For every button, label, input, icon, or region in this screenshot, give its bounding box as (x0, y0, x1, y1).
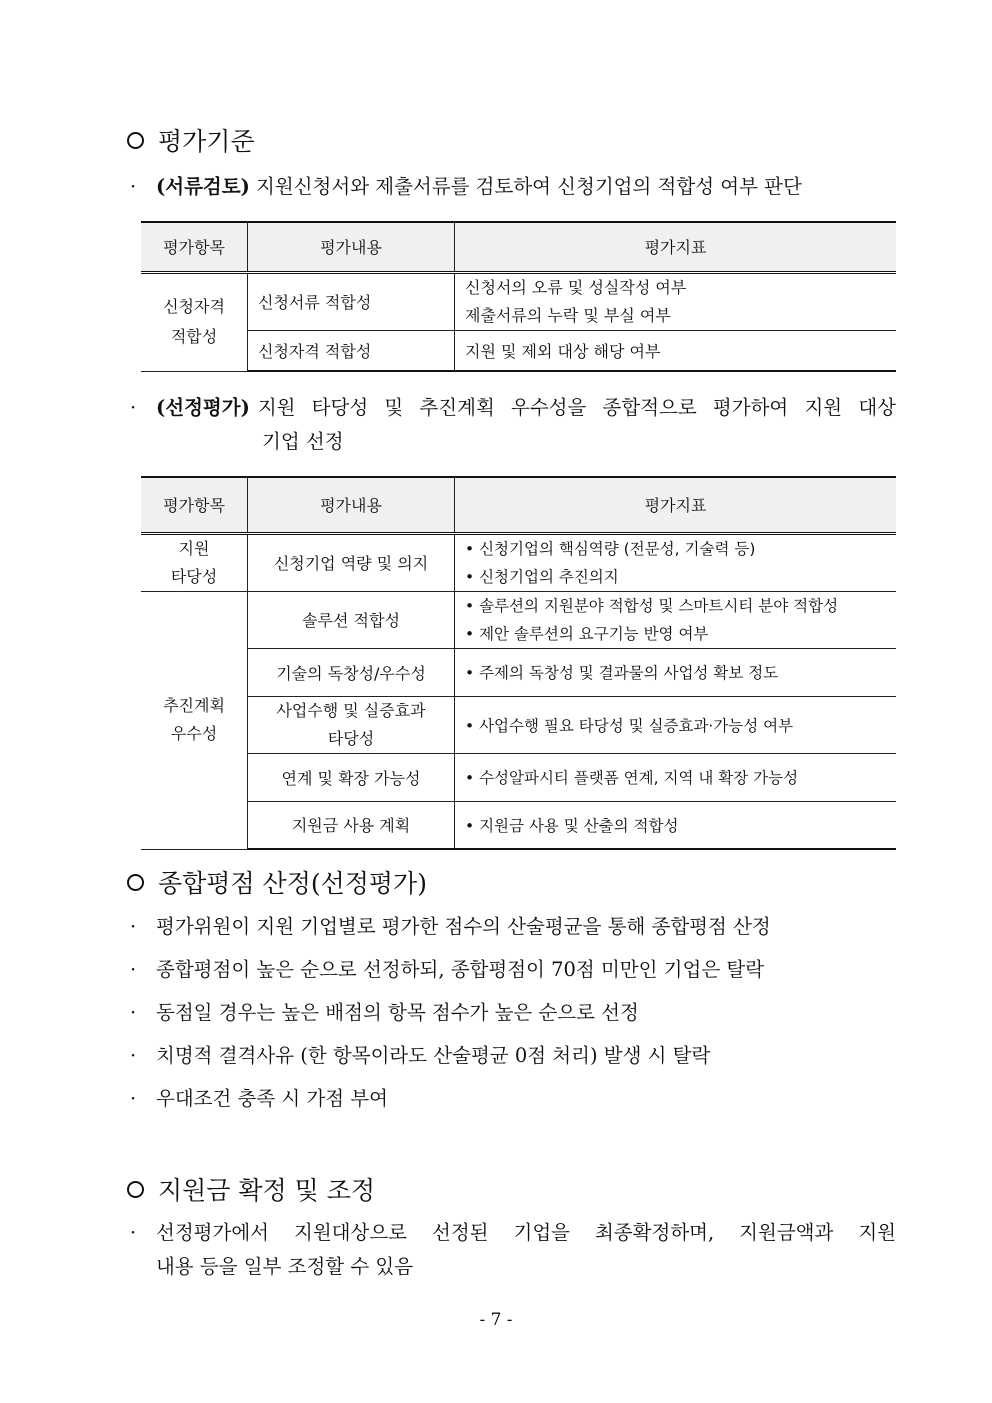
doc-review-text: 지원신청서와 제출서류를 검토하여 신청기업의 적합성 여부 판단 (256, 175, 802, 198)
section-title-evaluation-criteria (127, 122, 255, 158)
content-cell: 연계 및 확장 가능성 (248, 753, 455, 801)
indicator-cell: 지원 및 제외 대상 해당 여부 (455, 330, 897, 371)
table-header: 평가항목 (141, 222, 248, 272)
doc-review-label: (서류검토) (156, 175, 250, 198)
indicator-cell (455, 272, 897, 330)
list-item (130, 910, 900, 944)
content-line: 사업수행 및 실증효과 (276, 700, 426, 720)
circle-bullet-icon (127, 1181, 144, 1198)
item-cell (141, 272, 248, 371)
table-row (141, 533, 896, 591)
list-item-text-line1: 선정평가에서 지원대상으로 선정된 기업을 최종확정하며, 지원금액과 지원 (156, 1221, 896, 1244)
list-item-text: 우대조건 충족 시 가점 부여 (156, 1087, 389, 1110)
content-cell (248, 696, 455, 753)
table-row (141, 801, 896, 849)
table-row (141, 696, 896, 753)
selection-text-line2: 기업 선정 (262, 430, 344, 453)
bullet-dot: · (130, 915, 137, 938)
content-cell: 기술의 독창성/우수성 (248, 648, 455, 696)
table-header: 평가항목 (141, 477, 248, 533)
section-title-grant-adjustment (127, 1171, 375, 1207)
section-title-text: 지원금 확정 및 조정 (158, 1176, 376, 1205)
section-title-total-score (127, 864, 427, 900)
table-header: 평가지표 (455, 477, 897, 533)
content-cell: 솔루션 적합성 (248, 591, 455, 648)
bullet-dot: · (130, 958, 137, 981)
list-item-text: 종합평점이 높은 순으로 선정하되, 종합평점이 70점 미만인 기업은 탈락 (156, 958, 765, 981)
indicator-line: • 신청기업의 핵심역량 (전문성, 기술력 등) (465, 539, 756, 558)
list-item (130, 1082, 900, 1116)
indicator-cell: • 수성알파시티 플랫폼 연계, 지역 내 확장 가능성 (455, 753, 897, 801)
selection-text-line1: 지원 타당성 및 추진계획 우수성을 종합적으로 평가하여 지원 대상 (257, 396, 896, 419)
table-header: 평가지표 (455, 222, 897, 272)
item-text: 타당성 (170, 566, 218, 586)
content-cell: 신청서류 적합성 (248, 272, 455, 330)
table-row (141, 272, 896, 330)
doc-review-bullet (130, 170, 860, 204)
list-item-text: 평가위원이 지원 기업별로 평가한 점수의 산술평균을 통해 종합평점 산정 (156, 915, 771, 938)
item-cell (141, 533, 248, 591)
item-cell (141, 591, 248, 849)
item-text: 지원 (178, 538, 210, 558)
item-text: 우수성 (170, 724, 218, 743)
table-header: 평가내용 (248, 222, 455, 272)
indicator-line: • 솔루션의 지원분야 적합성 및 스마트시티 분야 적합성 (465, 596, 839, 615)
indicator-line: • 제안 솔루션의 요구기능 반영 여부 (465, 624, 709, 643)
bullet-dot: · (130, 1044, 137, 1067)
indicator-cell (455, 533, 897, 591)
list-item (130, 953, 900, 987)
table-header: 평가내용 (248, 477, 455, 533)
list-item (130, 1216, 896, 1284)
indicator-line: 제출서류의 누락 및 부실 여부 (465, 305, 671, 325)
indicator-line: • 신청기업의 추진의지 (465, 567, 619, 586)
selection-label: (선정평가) (156, 396, 250, 419)
table-row (141, 648, 896, 696)
bullet-dot: · (130, 1221, 137, 1244)
content-line: 타당성 (327, 728, 375, 748)
bullet-dot: · (130, 1087, 137, 1110)
table-row (141, 591, 896, 648)
indicator-cell: • 사업수행 필요 타당성 및 실증효과·가능성 여부 (455, 696, 897, 753)
content-cell: 지원금 사용 계획 (248, 801, 455, 849)
list-item-text: 치명적 결격사유 (한 항목이라도 산술평균 0점 처리) 발생 시 탈락 (156, 1044, 711, 1067)
indicator-cell: • 지원금 사용 및 산출의 적합성 (455, 801, 897, 849)
list-item (130, 1039, 900, 1073)
indicator-cell: • 주제의 독창성 및 결과물의 사업성 확보 정도 (455, 648, 897, 696)
list-item-text: 동점일 경우는 높은 배점의 항목 점수가 높은 순으로 선정 (156, 1001, 639, 1024)
content-cell: 신청기업 역량 및 의지 (248, 533, 455, 591)
content-cell: 신청자격 적합성 (248, 330, 455, 371)
table-row (141, 753, 896, 801)
list-item (130, 996, 900, 1030)
indicator-line: 신청서의 오류 및 성실작성 여부 (465, 277, 687, 297)
circle-bullet-icon (127, 132, 144, 149)
section-title-text: 종합평점 산정(선정평가) (158, 869, 427, 898)
selection-bullet (130, 391, 896, 459)
bullet-dot: · (130, 175, 137, 198)
selection-table (141, 476, 896, 850)
circle-bullet-icon (127, 874, 144, 891)
table-row (141, 330, 896, 371)
bullet-dot: · (130, 1001, 137, 1024)
page-number: - 7 - (479, 1310, 513, 1330)
indicator-cell (455, 591, 897, 648)
item-text: 신청자격 적합성 (163, 297, 225, 346)
list-item-text-line2: 내용 등을 일부 조정할 수 있음 (156, 1255, 414, 1278)
bullet-dot: · (130, 396, 137, 419)
doc-review-table (141, 221, 896, 372)
item-text: 추진계획 (163, 696, 225, 715)
section-title-text: 평가기준 (158, 127, 255, 156)
